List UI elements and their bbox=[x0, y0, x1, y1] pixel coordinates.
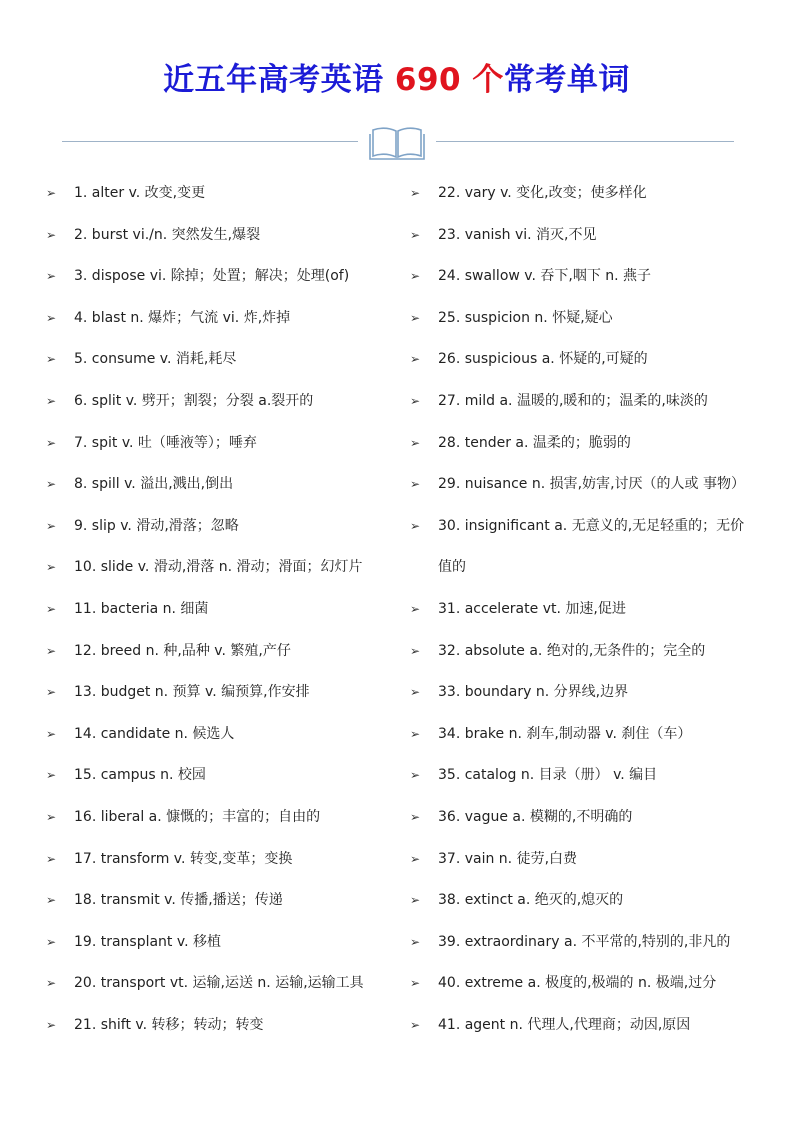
bullet-arrow-icon: ➢ bbox=[410, 976, 421, 991]
bullet-arrow-icon: ➢ bbox=[46, 186, 57, 200]
title-number: 690 bbox=[394, 62, 462, 98]
bullet-arrow-icon: ➢ bbox=[46, 352, 57, 367]
bullet-arrow-icon: ➢ bbox=[46, 726, 57, 741]
open-book-icon bbox=[369, 124, 425, 160]
bullet-arrow-icon: ➢ bbox=[410, 768, 421, 783]
vocab-entry: 11. bacteria n. 细菌 bbox=[74, 600, 209, 617]
list-item bbox=[410, 714, 755, 756]
bullet-arrow-icon: ➢ bbox=[410, 601, 421, 616]
bullet-arrow-icon: ➢ bbox=[46, 477, 57, 492]
bullet-arrow-icon: ➢ bbox=[410, 518, 421, 533]
list-item bbox=[46, 215, 386, 257]
title-part1: 近五年高考英语 bbox=[163, 62, 384, 98]
bullet-arrow-icon: ➢ bbox=[46, 393, 57, 408]
bullet-arrow-icon: ➢ bbox=[410, 726, 421, 741]
list-item bbox=[410, 631, 755, 673]
bullet-arrow-icon: ➢ bbox=[46, 851, 57, 866]
vocab-entry: 4. blast n. 爆炸；气流 vi. 炸,炸掉 bbox=[74, 309, 291, 326]
list-item bbox=[46, 423, 386, 465]
vocab-entry: 29. nuisance n. 损害,妨害,讨厌（的人或 事物） bbox=[438, 476, 745, 493]
list-item bbox=[46, 963, 386, 1005]
list-item bbox=[46, 797, 386, 839]
bullet-arrow-icon: ➢ bbox=[410, 227, 421, 242]
list-item bbox=[46, 839, 386, 881]
list-item bbox=[46, 631, 386, 673]
list-item bbox=[410, 755, 755, 797]
vocab-entry: 3. dispose vi. 除掉；处置；解决；处理(of) bbox=[74, 268, 350, 285]
vocab-entry: 28. tender a. 温柔的；脆弱的 bbox=[438, 434, 631, 451]
list-item bbox=[46, 298, 386, 340]
bullet-arrow-icon: ➢ bbox=[46, 227, 57, 242]
bullet-arrow-icon: ➢ bbox=[410, 934, 421, 949]
list-item bbox=[46, 672, 386, 714]
vocab-entry: 36. vague a. 模糊的,不明确的 bbox=[438, 808, 633, 825]
list-item bbox=[410, 256, 755, 298]
vocab-entry: 8. spill v. 溢出,溅出,倒出 bbox=[74, 476, 234, 493]
vocab-entry: 27. mild a. 温暖的,暖和的；温柔的,味淡的 bbox=[438, 392, 708, 409]
bullet-arrow-icon: ➢ bbox=[46, 643, 57, 658]
bullet-arrow-icon: ➢ bbox=[46, 560, 57, 575]
bullet-arrow-icon: ➢ bbox=[46, 518, 57, 533]
title-part3: 常考单词 bbox=[503, 62, 630, 98]
vocab-entry: 7. spit v. 吐（唾液等）；唾弃 bbox=[74, 434, 257, 451]
vocab-entry: 24. swallow v. 吞下,咽下 n. 燕子 bbox=[438, 268, 652, 285]
vocab-entry: 31. accelerate vt. 加速,促进 bbox=[438, 600, 626, 617]
vocab-entry: 2. burst vi./n. 突然发生,爆裂 bbox=[74, 226, 261, 243]
vocab-entry: 38. extinct a. 绝灭的,熄灭的 bbox=[438, 892, 624, 909]
list-item bbox=[410, 839, 755, 881]
bullet-arrow-icon: ➢ bbox=[410, 435, 421, 450]
vocab-entry: 33. boundary n. 分界线,边界 bbox=[438, 684, 629, 701]
list-item bbox=[410, 1005, 755, 1047]
vocab-entry: 26. suspicious a. 怀疑的,可疑的 bbox=[438, 351, 648, 368]
vocab-entry: 12. breed n. 种,品种 v. 繁殖,产仔 bbox=[74, 642, 291, 659]
title-part2: 个 bbox=[472, 62, 504, 98]
vocab-entry: 15. campus n. 校园 bbox=[74, 767, 206, 784]
vocab-entry: 18. transmit v. 传播,播送；传递 bbox=[74, 892, 283, 909]
list-item bbox=[410, 381, 755, 423]
list-item bbox=[410, 506, 755, 589]
list-item bbox=[46, 880, 386, 922]
list-item bbox=[410, 298, 755, 340]
bullet-arrow-icon: ➢ bbox=[410, 186, 421, 200]
list-item bbox=[46, 589, 386, 631]
divider-line-left bbox=[62, 141, 358, 142]
vocab-entry: 6. split v. 劈开；割裂；分裂 a.裂开的 bbox=[74, 392, 314, 409]
list-item bbox=[410, 589, 755, 631]
word-list-right bbox=[410, 173, 755, 1046]
vocab-entry: 35. catalog n. 目录（册） v. 编目 bbox=[438, 767, 658, 784]
list-item bbox=[410, 464, 755, 506]
bullet-arrow-icon: ➢ bbox=[46, 809, 57, 824]
title-divider bbox=[0, 120, 793, 164]
list-item bbox=[410, 215, 755, 257]
page-title bbox=[0, 58, 793, 102]
list-item bbox=[46, 381, 386, 423]
bullet-arrow-icon: ➢ bbox=[410, 685, 421, 700]
vocab-entry: 5. consume v. 消耗,耗尽 bbox=[74, 351, 237, 368]
bullet-arrow-icon: ➢ bbox=[46, 934, 57, 949]
vocab-entry: 30. insignificant a. 无意义的,无足轻重的；无价值的 bbox=[438, 517, 745, 576]
vocab-entry: 32. absolute a. 绝对的,无条件的；完全的 bbox=[438, 642, 706, 659]
list-item bbox=[46, 256, 386, 298]
bullet-arrow-icon: ➢ bbox=[410, 393, 421, 408]
bullet-arrow-icon: ➢ bbox=[410, 893, 421, 908]
vocab-entry: 17. transform v. 转变,变革；变换 bbox=[74, 850, 293, 867]
vocab-entry: 14. candidate n. 候选人 bbox=[74, 725, 235, 742]
vocab-entry: 37. vain n. 徒劳,白费 bbox=[438, 850, 578, 867]
list-item bbox=[46, 339, 386, 381]
bullet-arrow-icon: ➢ bbox=[46, 1017, 57, 1032]
list-item bbox=[46, 922, 386, 964]
list-item bbox=[46, 173, 386, 215]
list-item bbox=[46, 506, 386, 548]
bullet-arrow-icon: ➢ bbox=[410, 477, 421, 492]
bullet-arrow-icon: ➢ bbox=[46, 310, 57, 325]
bullet-arrow-icon: ➢ bbox=[410, 352, 421, 367]
list-item bbox=[410, 880, 755, 922]
vocab-entry: 39. extraordinary a. 不平常的,特别的,非凡的 bbox=[438, 933, 731, 950]
vocab-entry: 21. shift v. 转移；转动；转变 bbox=[74, 1016, 264, 1033]
bullet-arrow-icon: ➢ bbox=[410, 809, 421, 824]
list-item bbox=[410, 173, 755, 215]
bullet-arrow-icon: ➢ bbox=[410, 851, 421, 866]
divider-line-right bbox=[436, 141, 734, 142]
vocab-entry: 41. agent n. 代理人,代理商；动因,原因 bbox=[438, 1016, 691, 1033]
bullet-arrow-icon: ➢ bbox=[46, 435, 57, 450]
list-item bbox=[46, 1005, 386, 1047]
vocab-entry: 22. vary v. 变化,改变；使多样化 bbox=[438, 185, 647, 201]
word-list-left bbox=[46, 173, 386, 1046]
bullet-arrow-icon: ➢ bbox=[410, 269, 421, 284]
bullet-arrow-icon: ➢ bbox=[410, 643, 421, 658]
list-item bbox=[46, 755, 386, 797]
list-item bbox=[410, 797, 755, 839]
bullet-arrow-icon: ➢ bbox=[46, 768, 57, 783]
list-item bbox=[410, 963, 755, 1005]
bullet-arrow-icon: ➢ bbox=[46, 685, 57, 700]
bullet-arrow-icon: ➢ bbox=[410, 310, 421, 325]
vocab-entry: 10. slide v. 滑动,滑落 n. 滑动；滑面；幻灯片 bbox=[74, 559, 363, 576]
vocab-entry: 16. liberal a. 慷慨的；丰富的；自由的 bbox=[74, 808, 321, 825]
vocab-entry: 1. alter v. 改变,变更 bbox=[74, 185, 206, 201]
list-item bbox=[410, 672, 755, 714]
vocab-entry: 34. brake n. 刹车,制动器 v. 刹住（车） bbox=[438, 725, 692, 742]
vocab-entry: 20. transport vt. 运输,运送 n. 运输,运输工具 bbox=[74, 975, 364, 992]
list-item bbox=[46, 547, 386, 589]
vocab-entry: 23. vanish vi. 消灭,不见 bbox=[438, 226, 597, 243]
bullet-arrow-icon: ➢ bbox=[46, 976, 57, 991]
bullet-arrow-icon: ➢ bbox=[46, 269, 57, 284]
vocab-entry: 40. extreme a. 极度的,极端的 n. 极端,过分 bbox=[438, 975, 717, 992]
list-item bbox=[46, 714, 386, 756]
vocab-entry: 13. budget n. 预算 v. 编预算,作安排 bbox=[74, 684, 310, 701]
vocab-entry: 19. transplant v. 移植 bbox=[74, 933, 221, 950]
list-item bbox=[410, 339, 755, 381]
bullet-arrow-icon: ➢ bbox=[46, 893, 57, 908]
bullet-arrow-icon: ➢ bbox=[46, 601, 57, 616]
bullet-arrow-icon: ➢ bbox=[410, 1017, 421, 1032]
vocab-entry: 9. slip v. 滑动,滑落；忽略 bbox=[74, 517, 239, 534]
vocab-entry: 25. suspicion n. 怀疑,疑心 bbox=[438, 309, 613, 326]
list-item bbox=[410, 922, 755, 964]
list-item bbox=[46, 464, 386, 506]
list-item bbox=[410, 423, 755, 465]
